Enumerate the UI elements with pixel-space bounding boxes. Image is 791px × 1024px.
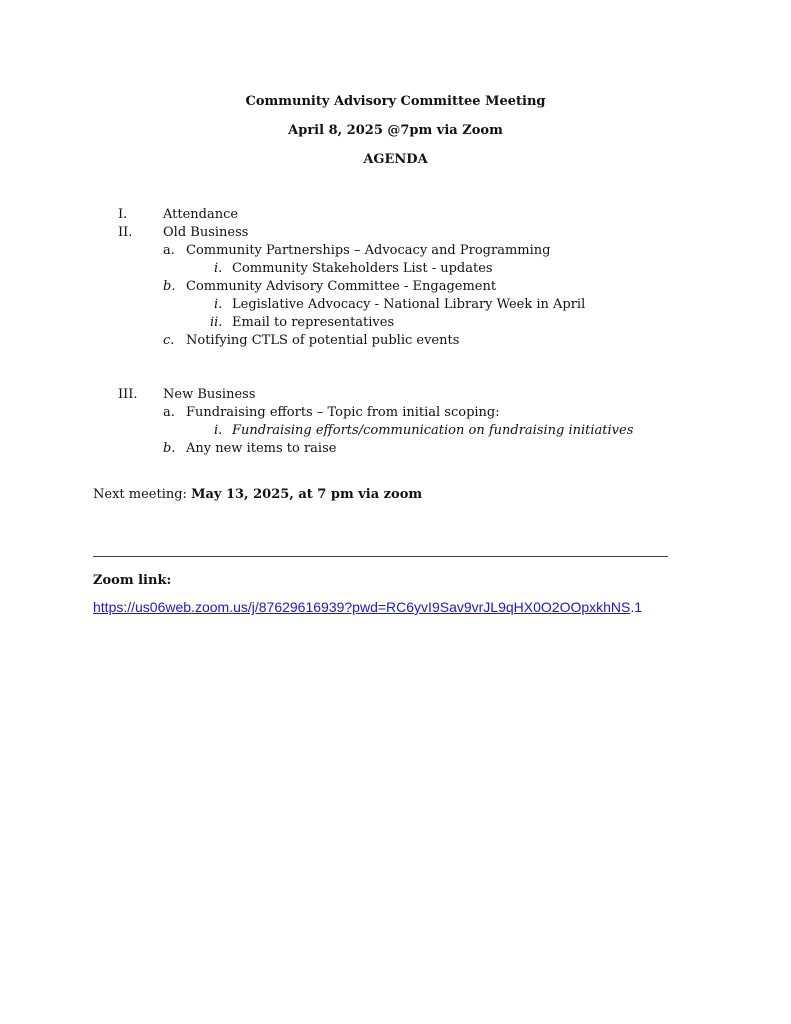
item-marker: b. <box>163 279 176 294</box>
subitem-marker: ii. <box>210 315 223 330</box>
divider-line <box>93 556 668 557</box>
item-marker: c. <box>163 333 175 348</box>
meeting-title: Community Advisory Committee Meeting <box>245 94 546 109</box>
agenda-item-text: Community Partnerships – Advocacy and Programming <box>186 243 551 258</box>
agenda-subitem-text: Email to representatives <box>232 315 395 330</box>
next-meeting-line <box>93 486 422 504</box>
item-marker: a. <box>163 405 175 420</box>
section-title-new-business: New Business <box>163 387 256 402</box>
subitem-marker: i. <box>214 423 223 438</box>
section-title-old-business: Old Business <box>163 225 249 240</box>
section-title-attendance: Attendance <box>163 207 239 222</box>
zoom-link-line <box>93 598 642 618</box>
next-meeting-value: May 13, 2025, at 7 pm via zoom <box>191 487 423 502</box>
zoom-link-suffix: .1 <box>630 599 643 615</box>
section-numeral: I. <box>118 207 128 222</box>
zoom-link-label: Zoom link: <box>93 573 172 588</box>
section-numeral: II. <box>118 225 133 240</box>
meeting-datetime: April 8, 2025 @7pm via Zoom <box>288 123 503 138</box>
item-marker: a. <box>163 243 175 258</box>
zoom-link[interactable]: https://us06web.zoom.us/j/87629616939?pwd=RC6yvI9Sav9vrJL9qHX0O2OOpxkhNS <box>93 599 631 615</box>
agenda-item-text: Community Advisory Committee - Engagement <box>186 279 497 294</box>
item-marker: b. <box>163 441 176 456</box>
subitem-marker: i. <box>214 297 223 312</box>
agenda-subitem-text: Fundraising efforts/communication on fundraising initiatives <box>232 423 634 438</box>
agenda-item-text: Fundraising efforts – Topic from initial scoping: <box>186 405 500 420</box>
agenda-subitem-text: Community Stakeholders List - updates <box>232 261 493 276</box>
next-meeting-label: Next meeting: <box>93 487 192 502</box>
agenda-subitem-text: Legislative Advocacy - National Library Week in April <box>232 297 586 312</box>
agenda-item-text: Any new items to raise <box>186 441 337 456</box>
agenda-heading: AGENDA <box>363 152 428 167</box>
subitem-marker: i. <box>214 261 223 276</box>
section-numeral: III. <box>118 387 138 402</box>
agenda-item-text: Notifying CTLS of potential public events <box>186 333 460 348</box>
